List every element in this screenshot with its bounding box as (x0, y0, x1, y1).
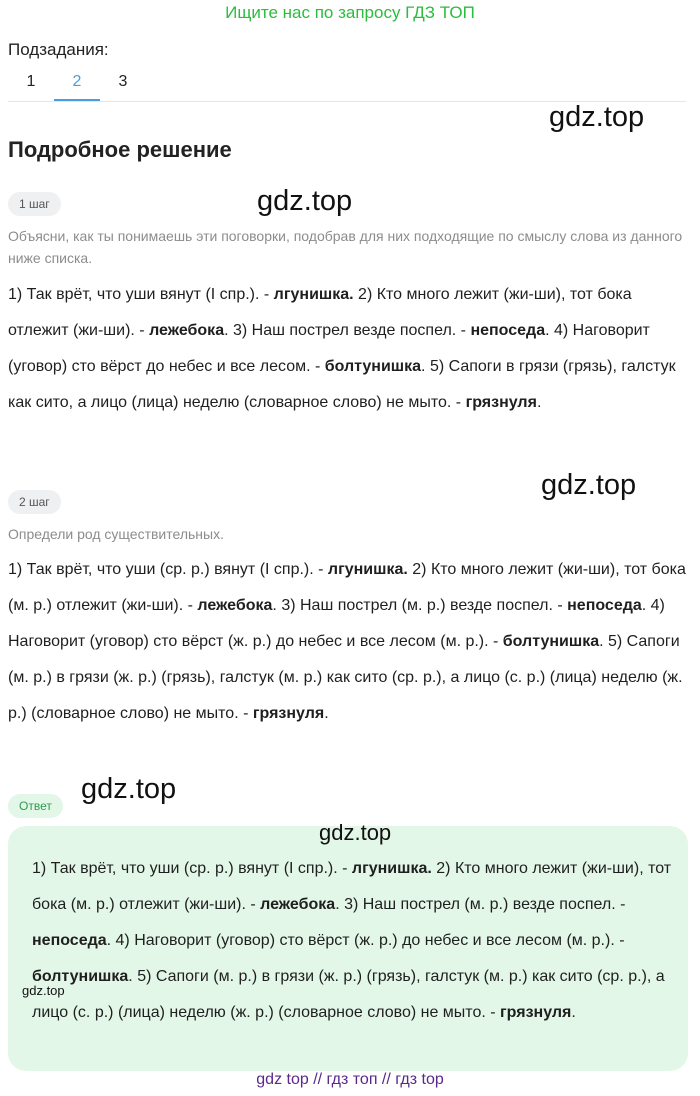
subtasks-label: Подзадания: (8, 40, 109, 59)
text-segment: . 3) Наш пострел (м. р.) везде поспел. - (335, 896, 626, 913)
text-segment: . 3) Наш пострел (м. р.) везде поспел. - (272, 597, 568, 614)
step-2-task: Определи род существительных. (8, 526, 224, 542)
text-segment: . 4) Наговорит (уговор) сто вёрст (ж. р.) до небес и все лесом (м. р.). - (106, 932, 625, 949)
tab-subtask-2[interactable]: 2 (54, 70, 100, 101)
answer-word: болтунишка (324, 358, 422, 375)
text-segment: 2) Кто много лежит (жи-ши), тот бока (м. р.) отлежит (жи-ши). - (8, 561, 686, 614)
tab-subtask-3[interactable]: 3 (118, 73, 128, 90)
answer-word: лежебока (197, 597, 273, 614)
answer-word: грязнуля (252, 705, 325, 722)
answer-badge: Ответ (8, 794, 63, 818)
search-banner: Ищите нас по запросу ГДЗ ТОП (225, 3, 475, 22)
watermark: gdz.top (319, 820, 392, 845)
text-segment: 1) Так врёт, что уши (ср. р.) вянут (I спр.). - (32, 860, 352, 877)
answer-word: лежебока (260, 896, 336, 913)
watermark: gdz.top (257, 185, 353, 217)
answer-word: непоседа (567, 597, 642, 614)
watermark: gdz.top (81, 773, 177, 805)
answer-text (32, 851, 672, 1031)
answer-word: болтунишка (502, 633, 600, 650)
text-segment: 1) Так врёт, что уши вянут (I спр.). - (8, 286, 274, 303)
step-1-badge: 1 шаг (8, 192, 61, 216)
answer-word: лежебока (149, 322, 225, 339)
answer-word: лгунишка. (327, 561, 408, 578)
step-1-task: Объясни, как ты понимаешь эти поговорки, подобрав для них подходящие по смыслу слова из данного ниже списка. (8, 228, 683, 266)
watermark: gdz.top (22, 983, 65, 998)
text-segment: 2) Кто много лежит (жи-ши), тот бока отлежит (жи-ши). - (8, 286, 632, 339)
watermark: gdz.top (549, 101, 645, 133)
section-title: Подробное решение (8, 137, 232, 162)
text-segment: . (536, 394, 542, 411)
text-segment: . (571, 1004, 576, 1021)
answer-word: лгунишка. (351, 860, 432, 877)
watermark: gdz.top (541, 469, 637, 501)
text-segment: . 5) Сапоги (м. р.) в грязи (ж. р.) (грязь), галстук (м. р.) как сито (ср. р.), а лицо (с. р.) (лица) неделю (ж. р.) (словарное слово) не мыто. - (32, 968, 665, 1021)
tab-subtask-1[interactable]: 1 (26, 73, 36, 90)
text-segment: . 4) Наговорит (уговор) сто вёрст до небес и все лесом. - (8, 322, 650, 375)
answer-word: лгунишка. (273, 286, 354, 303)
text-segment: . 4) Наговорит (уговор) сто вёрст (ж. р.) до небес и все лесом (м. р.). - (8, 597, 665, 650)
footer-links: gdz top // гдз топ // гдз top (256, 1071, 444, 1088)
answer-word: грязнуля (500, 1004, 572, 1021)
step-1-solution (8, 277, 686, 421)
answer-word: непоседа (470, 322, 546, 339)
text-segment: . 5) Сапоги в грязи (грязь), галстук как сито, а лицо (лица) неделю (словарное слово) не мыто. - (8, 358, 676, 411)
text-segment: . 3) Наш пострел везде поспел. - (224, 322, 471, 339)
subtask-tabs (8, 70, 146, 101)
text-segment: 2) Кто много лежит (жи-ши), тот бока (м. р.) отлежит (жи-ши). - (32, 860, 672, 913)
step-2-solution (8, 552, 686, 732)
answer-word: болтунишка (32, 968, 129, 985)
text-segment: . 5) Сапоги (м. р.) в грязи (ж. р.) (грязь), галстук (м. р.) как сито (ср. р.), а лицо (с. р.) (лица) неделю (ж. р.) (словарное слово) не мыто. - (8, 633, 683, 722)
answer-word: грязнуля (465, 394, 537, 411)
text-segment: . (324, 705, 329, 722)
answer-word: непоседа (32, 932, 107, 949)
text-segment: 1) Так врёт, что уши (ср. р.) вянут (I спр.). - (8, 561, 328, 578)
step-2-badge: 2 шаг (8, 490, 61, 514)
